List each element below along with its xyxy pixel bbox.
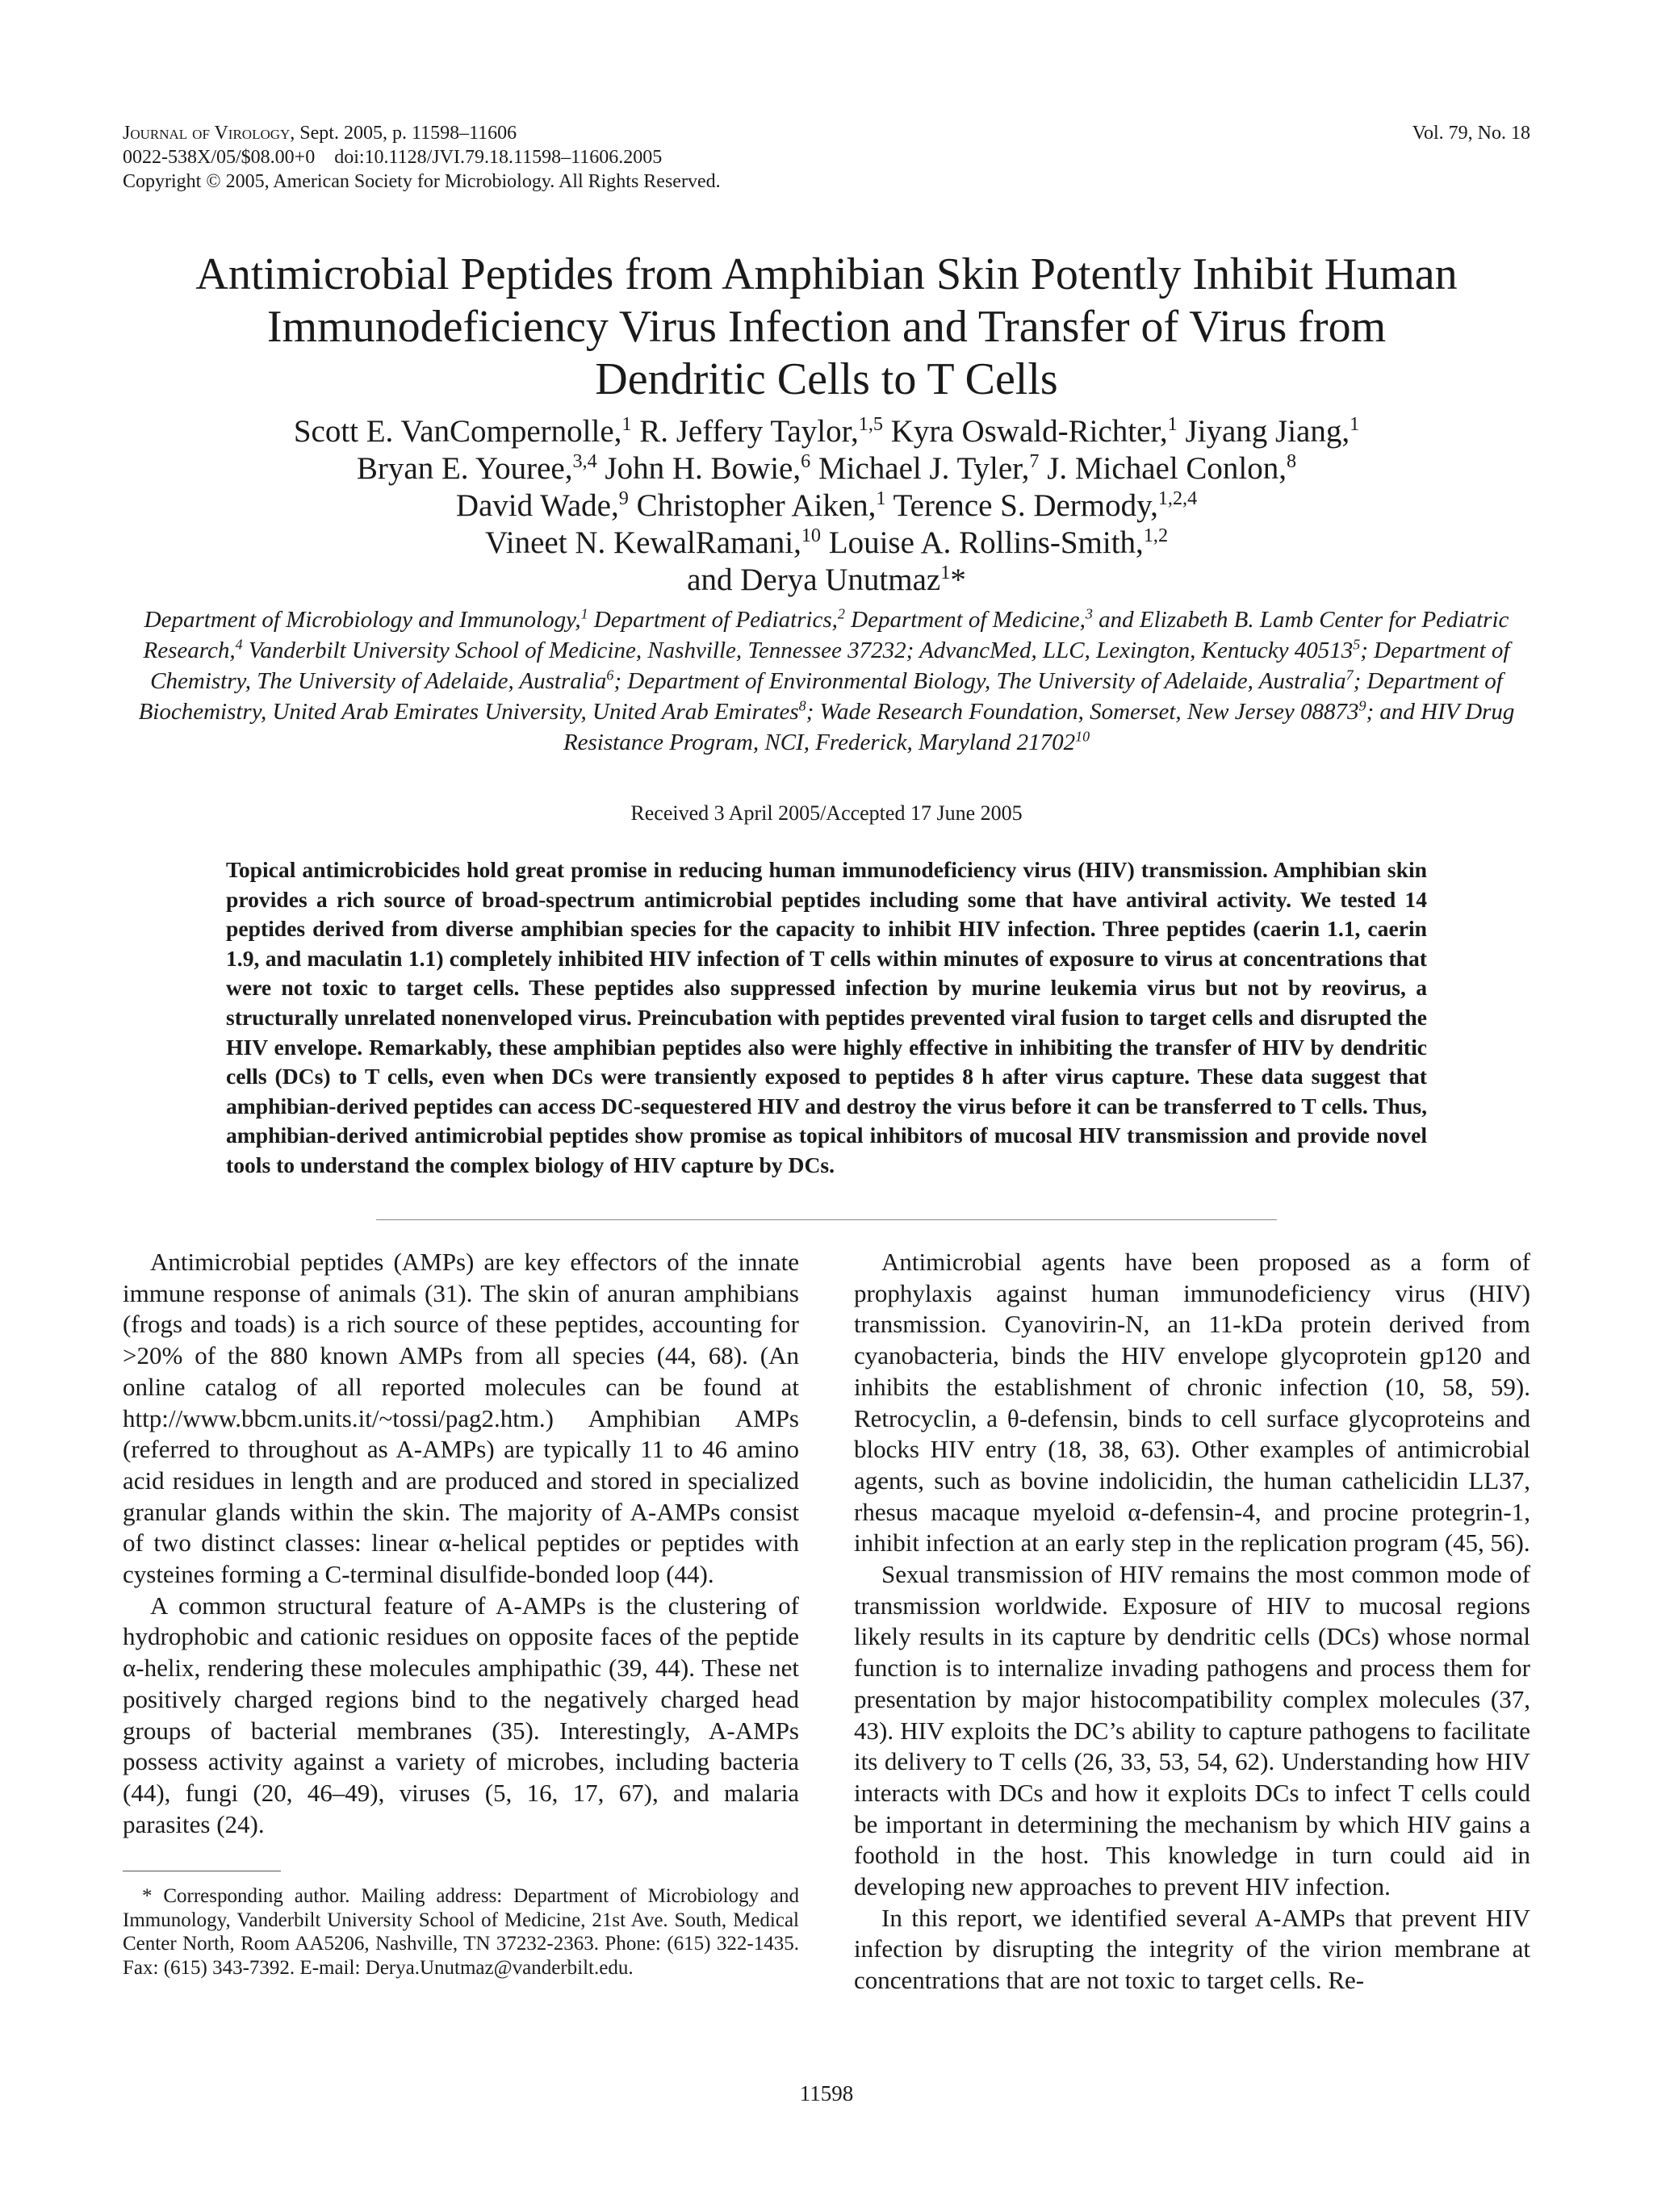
- affiliation-marker: 9: [618, 487, 629, 509]
- author-line: [121, 413, 1532, 450]
- author-name: Jiyang Jiang,: [1177, 414, 1350, 449]
- affiliation-text: Department of Microbiology and Immunology,: [144, 607, 581, 633]
- corresponding-author-mark: *: [950, 562, 966, 597]
- affiliation-marker: 2: [837, 605, 845, 622]
- affiliation-text: Department of Medicine,: [844, 607, 1086, 633]
- affiliation-marker: 1: [580, 605, 588, 622]
- affiliation-text: and Elizabeth B. Lamb Center for Pediatric Research,: [143, 607, 1509, 663]
- affiliation-text: Department of Pediatrics,: [588, 607, 838, 633]
- author-name: Christopher Aiken,: [628, 488, 877, 523]
- author-name: David Wade,: [455, 488, 619, 523]
- body-paragraph: In this report, we identified several A-AMPs that prevent HIV infection by disrupting the integrity of the virion membrane at concentrations that are not toxic to target cells. Re-: [854, 1903, 1530, 1995]
- journal-name: Journal of Virology: [123, 123, 291, 144]
- title-line: Dendritic Cells to T Cells: [595, 354, 1058, 404]
- author-list: [121, 413, 1532, 599]
- body-column-right: [854, 1247, 1530, 1997]
- page-number: 11598: [799, 2081, 854, 2105]
- author-name: R. Jeffery Taylor,: [631, 414, 859, 449]
- author-name: and Derya Unutmaz: [687, 562, 941, 597]
- affiliation-marker: 1: [1167, 413, 1178, 435]
- author-name: Michael J. Tyler,: [810, 451, 1030, 486]
- affiliation-marker: 10: [1075, 728, 1090, 745]
- author-name: Bryan E. Youree,: [356, 451, 573, 486]
- affiliation-marker: 1: [621, 413, 632, 435]
- author-line: [121, 525, 1532, 562]
- article-title: [97, 249, 1556, 406]
- affiliation-marker: 1,2,4: [1157, 487, 1198, 509]
- affiliation-marker: 10: [801, 525, 822, 546]
- affiliation-text: ; Wade Research Foundation, Somerset, New Jersey 08873: [806, 699, 1359, 725]
- affiliation-marker: 1: [940, 562, 951, 583]
- citation-details: , Sept. 2005, p. 11598–11606: [290, 123, 517, 144]
- corresponding-author-footnote: * Corresponding author. Mailing address: Department of Microbiology and Immunology, Vanderbilt University School of Medicine, 21st Ave. South, Medical Center North, Room AA5206, Nashville, TN 37232-2363. Phone: (615) 322-1435. Fax: (615) 343-7392. E-mail: Derya.Unutmaz@vanderbilt.edu.: [123, 1885, 799, 1979]
- affiliation-marker: 7: [1029, 450, 1040, 472]
- affiliation-text: ; Department of Biochemistry, United Arab Emirates University, United Arab Emirates: [138, 668, 1503, 725]
- affiliation-marker: 6: [801, 450, 811, 472]
- title-line: Immunodeficiency Virus Infection and Transfer of Virus from: [266, 302, 1387, 352]
- author-name: Louise A. Rollins-Smith,: [821, 525, 1144, 560]
- title-line: Antimicrobial Peptides from Amphibian Skin Potently Inhibit Human: [195, 249, 1458, 299]
- affiliation-marker: 3: [1085, 605, 1093, 622]
- author-name: Scott E. VanCompernolle,: [293, 414, 622, 449]
- affiliation-marker: 3,4: [572, 450, 597, 472]
- author-line: [121, 487, 1532, 525]
- author-name: Vineet N. KewalRamani,: [484, 525, 801, 560]
- body-paragraph: Sexual transmission of HIV remains the most common mode of transmission worldwide. Exposure of HIV to mucosal regions likely results in its capture by dendritic cells (DCs) whose normal function is to internalize invading pathogens and process them for presentation by major histocompatibility complex molecules (37, 43). HIV exploits the DC’s ability to capture pathogens to facilitate its delivery to T cells (26, 33, 53, 54, 62). Understanding how HIV interacts with DCs and how it exploits DCs to infect T cells could be important in determining the mechanism by which HIV gains a foothold in the host. This knowledge in turn could aid in developing new approaches to prevent HIV infection.: [854, 1560, 1530, 1901]
- body-paragraph: A common structural feature of A-AMPs is the clustering of hydrophobic and cationic residues on opposite faces of the peptide α-helix, rendering these molecules amphipathic (39, 44). These net positively charged regions bind to the negatively charged head groups of bacterial membranes (35). Interestingly, A-AMPs possess activity against a variety of microbes, including bacteria (44), fungi (20, 46–49), viruses (5, 16, 17, 67), and malaria parasites (24).: [123, 1591, 799, 1838]
- affiliation-text: ; Department of Environmental Biology, The University of Adelaide, Australia: [613, 668, 1346, 694]
- affiliation-text: Vanderbilt University School of Medicine, Nashville, Tennessee 37232; AdvancMed, LLC, Lexington, Kentucky 40513: [242, 638, 1354, 663]
- body-paragraph: Antimicrobial peptides (AMPs) are key effectors of the innate immune response of animals (31). The skin of anuran amphibians (frogs and toads) is a rich source of these peptides, accounting for >20% of the 880 known AMPs from all species (44, 68). (An online catalog of all reported molecules can be found at http://www.bbcm.units.it/~tossi/pag2.htm.) Amphibian AMPs (referred to throughout as A-AMPs) are typically 11 to 46 amino acid residues in length and are produced and stored in specialized granular glands within the skin. The majority of A-AMPs consist of two distinct classes: linear α-helical peptides or peptides with cysteines forming a C-terminal disulfide-bonded loop (44).: [123, 1248, 799, 1589]
- affiliation-marker: 8: [1287, 450, 1297, 472]
- received-accepted-dates: Received 3 April 2005/Accepted 17 June 2005: [630, 801, 1023, 825]
- author-line: [121, 450, 1532, 487]
- body-paragraph: Antimicrobial agents have been proposed as a form of prophylaxis against human immunodeficiency virus (HIV) transmission. Cyanovirin-N, an 11-kDa protein derived from cyanobacteria, binds the HIV envelope glycoprotein gp120 and inhibits the establishment of chronic infection (10, 58, 59). Retrocyclin, a θ-defensin, binds to cell surface glycoproteins and blocks HIV entry (18, 38, 63). Other examples of antimicrobial agents, such as bovine indolicidin, the human cathelicidin LL37, rhesus macaque myeloid α-defensin-4, and procine protegrin-1, inhibit infection at an early step in the replication program (45, 56).: [854, 1248, 1530, 1558]
- journal-citation-line: [123, 121, 721, 145]
- affiliation-marker: 9: [1358, 697, 1366, 714]
- affiliation-text: ; and HIV Drug Resistance Program, NCI, Frederick, Maryland 21702: [563, 699, 1515, 755]
- affiliation-marker: 1,2: [1143, 525, 1169, 546]
- body-column-left: [123, 1247, 799, 1840]
- affiliation-marker: 5: [1353, 636, 1361, 653]
- affiliation-marker: 7: [1345, 667, 1354, 684]
- affiliation-marker: 6: [606, 667, 614, 684]
- abstract-divider: [376, 1219, 1277, 1220]
- author-line: [121, 562, 1532, 599]
- footnote: [123, 1884, 799, 1980]
- affiliation-marker: 8: [798, 697, 806, 714]
- author-name: J. Michael Conlon,: [1039, 451, 1287, 486]
- copyright-line: Copyright © 2005, American Society for Microbiology. All Rights Reserved.: [123, 171, 721, 192]
- abstract: Topical antimicrobicides hold great promise in reducing human immunodeficiency virus (HIV) transmission. Amphibian skin provides a rich source of broad-spectrum antimicrobial peptides including some that have antiviral activity. We tested 14 peptides derived from diverse amphibian species for the capacity to inhibit HIV infection. Three peptides (caerin 1.1, caerin 1.9, and maculatin 1.1) completely inhibited HIV infection of T cells within minutes of exposure to virus at concentrations that were not toxic to target cells. These peptides also suppressed infection by murine leukemia virus but not by reovirus, a structurally unrelated nonenveloped virus. Preincubation with peptides prevented viral fusion to target cells and disrupted the HIV envelope. Remarkably, these amphibian peptides also were highly effective in inhibiting the transfer of HIV by dendritic cells (DCs) to T cells, even when DCs were transiently exposed to peptides 8 h after virus capture. These data suggest that amphibian-derived peptides can access DC-sequestered HIV and destroy the virus before it can be transferred to T cells. Thus, amphibian-derived antimicrobial peptides show promise as topical inhibitors of mucosal HIV transmission and provide novel tools to understand the complex biology of HIV capture by DCs.: [226, 857, 1427, 1177]
- affiliation-marker: 1,5: [858, 413, 883, 435]
- affiliation-marker: 1: [876, 487, 886, 509]
- affiliation-text: ; Department of Chemistry, The University of Adelaide, Australia: [150, 638, 1510, 694]
- author-name: Terence S. Dermody,: [885, 488, 1158, 523]
- affiliation-marker: 1: [1350, 413, 1360, 435]
- issn-doi-line: 0022-538X/05/$08.00+0 doi:10.1128/JVI.79.18.11598–11606.2005: [123, 147, 663, 168]
- author-name: John H. Bowie,: [596, 451, 801, 486]
- affiliations: [121, 604, 1532, 758]
- volume-issue: Vol. 79, No. 18: [1412, 123, 1530, 144]
- journal-header: [123, 121, 721, 194]
- affiliation-marker: 4: [235, 636, 243, 653]
- author-name: Kyra Oswald-Richter,: [883, 414, 1168, 449]
